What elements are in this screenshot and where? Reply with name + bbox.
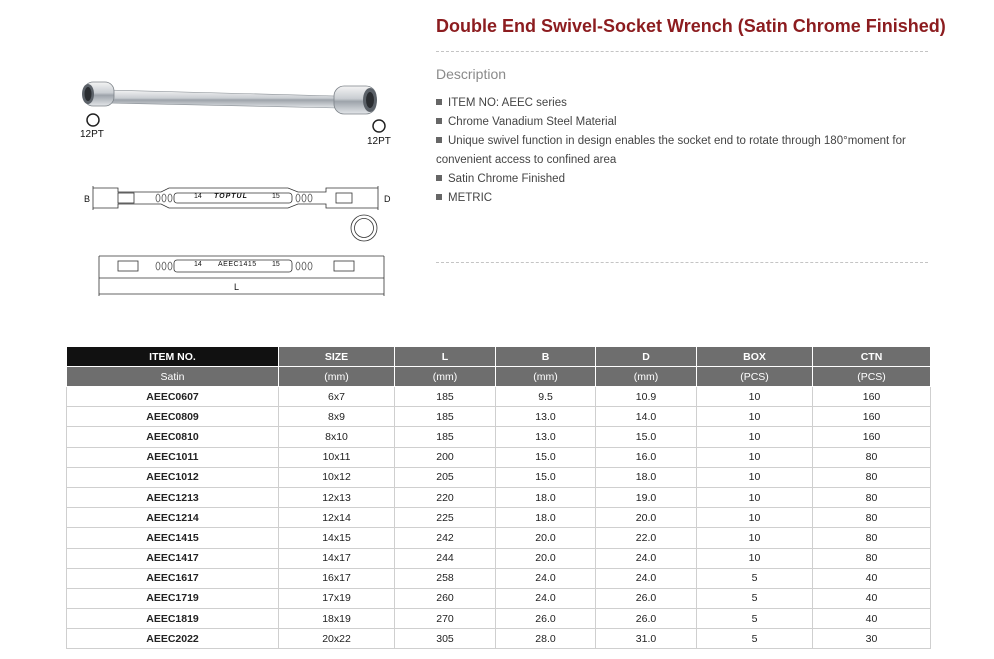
subheader-size-unit: (mm): [279, 367, 395, 387]
cell-b: 28.0: [496, 629, 596, 649]
cell-size: 17x19: [279, 588, 395, 608]
cell-size: 14x15: [279, 528, 395, 548]
cell-ctn: 160: [813, 427, 931, 447]
cell-size: 14x17: [279, 548, 395, 568]
cell-item-no: AEEC1415: [67, 528, 279, 548]
cell-size: 16x17: [279, 568, 395, 588]
cell-box: 10: [697, 508, 813, 528]
product-title: Double End Swivel-Socket Wrench (Satin Chrome Finished): [436, 16, 946, 36]
cell-item-no: AEEC1417: [67, 548, 279, 568]
twelve-point-left-icon: [87, 114, 99, 126]
cell-box: 10: [697, 467, 813, 487]
table-row: [67, 548, 931, 568]
table-row: [67, 447, 931, 467]
subheader-satin: Satin: [67, 367, 279, 387]
cell-item-no: AEEC1012: [67, 467, 279, 487]
engraved-size-left: 14: [194, 193, 202, 200]
cell-d: 22.0: [596, 528, 697, 548]
cell-length: 205: [395, 467, 496, 487]
table-row: [67, 467, 931, 487]
cell-b: 20.0: [496, 528, 596, 548]
cell-item-no: AEEC0810: [67, 427, 279, 447]
cell-size: 18x19: [279, 609, 395, 629]
subheader-l-unit: (mm): [395, 367, 496, 387]
cell-item-no: AEEC1617: [67, 568, 279, 588]
divider-bottom: [436, 262, 928, 263]
table-row: [67, 588, 931, 608]
cell-length: 200: [395, 447, 496, 467]
header-item-no: ITEM NO.: [67, 347, 279, 367]
cell-b: 18.0: [496, 508, 596, 528]
cell-b: 18.0: [496, 487, 596, 507]
table-row: [67, 427, 931, 447]
cell-d: 10.9: [596, 387, 697, 407]
table-row: [67, 568, 931, 588]
table-header-row: [67, 347, 931, 367]
product-image: [66, 60, 406, 310]
table-subheader-row: [67, 367, 931, 387]
cell-b: 13.0: [496, 427, 596, 447]
cell-size: 12x14: [279, 508, 395, 528]
cell-b: 20.0: [496, 548, 596, 568]
header-l: L: [395, 347, 496, 367]
cell-b: 15.0: [496, 467, 596, 487]
label-12pt-right: 12PT: [367, 136, 391, 147]
cell-d: 18.0: [596, 467, 697, 487]
cell-length: 244: [395, 548, 496, 568]
cell-ctn: 80: [813, 508, 931, 528]
subheader-b-unit: (mm): [496, 367, 596, 387]
cell-d: 19.0: [596, 487, 697, 507]
cell-size: 10x11: [279, 447, 395, 467]
cell-box: 5: [697, 609, 813, 629]
cell-size: 8x10: [279, 427, 395, 447]
twelve-point-right-icon: [373, 120, 385, 132]
cell-length: 242: [395, 528, 496, 548]
bullet-icon: [436, 99, 442, 105]
label-dim-d: D: [384, 194, 391, 204]
cell-d: 24.0: [596, 568, 697, 588]
spec-table: [66, 346, 931, 649]
cell-ctn: 160: [813, 407, 931, 427]
engraved-code: AEEC1415: [218, 261, 257, 268]
cell-ctn: 40: [813, 609, 931, 629]
cell-item-no: AEEC1011: [67, 447, 279, 467]
cell-length: 258: [395, 568, 496, 588]
table-row: [67, 609, 931, 629]
cell-ctn: 80: [813, 467, 931, 487]
cell-size: 12x13: [279, 487, 395, 507]
header-ctn: CTN: [813, 347, 931, 367]
cell-ctn: 80: [813, 548, 931, 568]
header-box: BOX: [697, 347, 813, 367]
cell-d: 14.0: [596, 407, 697, 427]
description-item: METRIC: [436, 189, 928, 208]
cell-b: 13.0: [496, 407, 596, 427]
cell-d: 31.0: [596, 629, 697, 649]
brand-mark: TOPTUL: [214, 193, 248, 200]
table-body: [67, 387, 931, 649]
cell-d: 15.0: [596, 427, 697, 447]
cell-ctn: 40: [813, 568, 931, 588]
cell-d: 26.0: [596, 609, 697, 629]
cell-item-no: AEEC0607: [67, 387, 279, 407]
subheader-d-unit: (mm): [596, 367, 697, 387]
cell-d: 20.0: [596, 508, 697, 528]
cell-b: 24.0: [496, 568, 596, 588]
table-row: [67, 487, 931, 507]
description-item: Chrome Vanadium Steel Material: [436, 113, 928, 132]
cell-b: 15.0: [496, 447, 596, 467]
cell-b: 9.5: [496, 387, 596, 407]
cell-b: 26.0: [496, 609, 596, 629]
engraved-size-left-2: 14: [194, 261, 202, 268]
table-row: [67, 629, 931, 649]
cell-d: 24.0: [596, 548, 697, 568]
table-row: [67, 508, 931, 528]
cell-ctn: 80: [813, 487, 931, 507]
cell-item-no: AEEC1214: [67, 508, 279, 528]
cell-size: 20x22: [279, 629, 395, 649]
divider-top: [436, 51, 928, 52]
header-size: SIZE: [279, 347, 395, 367]
engraved-size-right-2: 15: [272, 261, 280, 268]
cell-size: 8x9: [279, 407, 395, 427]
cell-ctn: 40: [813, 588, 931, 608]
description-item: ITEM NO: AEEC series: [436, 94, 928, 113]
cell-box: 10: [697, 447, 813, 467]
cell-ctn: 80: [813, 447, 931, 467]
engraved-size-right: 15: [272, 193, 280, 200]
cell-length: 185: [395, 427, 496, 447]
bullet-icon: [436, 118, 442, 124]
description-item: Unique swivel function in design enables the socket end to rotate through 180°moment for: [436, 132, 928, 151]
wrench-photo: [82, 82, 377, 114]
label-12pt-left: 12PT: [80, 129, 104, 140]
cell-item-no: AEEC1819: [67, 609, 279, 629]
cell-length: 185: [395, 407, 496, 427]
cell-length: 185: [395, 387, 496, 407]
description-item: Satin Chrome Finished: [436, 170, 928, 189]
cell-item-no: AEEC1719: [67, 588, 279, 608]
bullet-icon: [436, 194, 442, 200]
subheader-ctn-unit: (PCS): [813, 367, 931, 387]
cell-length: 260: [395, 588, 496, 608]
cell-d: 26.0: [596, 588, 697, 608]
cell-box: 10: [697, 387, 813, 407]
cell-item-no: AEEC0809: [67, 407, 279, 427]
cell-box: 5: [697, 629, 813, 649]
bullet-icon: [436, 137, 442, 143]
cell-ctn: 30: [813, 629, 931, 649]
cell-length: 305: [395, 629, 496, 649]
cell-b: 24.0: [496, 588, 596, 608]
bullet-icon: [436, 175, 442, 181]
header-b: B: [496, 347, 596, 367]
table-row: [67, 387, 931, 407]
cell-box: 5: [697, 568, 813, 588]
cell-ctn: 160: [813, 387, 931, 407]
cell-box: 10: [697, 427, 813, 447]
cell-d: 16.0: [596, 447, 697, 467]
wrench-illustration: [66, 60, 406, 310]
cell-size: 10x12: [279, 467, 395, 487]
description-list: [436, 94, 928, 208]
cell-box: 10: [697, 548, 813, 568]
cell-length: 270: [395, 609, 496, 629]
cell-item-no: AEEC1213: [67, 487, 279, 507]
cell-box: 10: [697, 407, 813, 427]
cell-item-no: AEEC2022: [67, 629, 279, 649]
table-row: [67, 528, 931, 548]
table-row: [67, 407, 931, 427]
cell-ctn: 80: [813, 528, 931, 548]
description-item-continued: convenient access to confined area: [436, 154, 617, 166]
cell-length: 225: [395, 508, 496, 528]
cell-box: 10: [697, 487, 813, 507]
description-heading: Description: [436, 66, 507, 82]
cell-size: 6x7: [279, 387, 395, 407]
cell-box: 10: [697, 528, 813, 548]
subheader-box-unit: (PCS): [697, 367, 813, 387]
cell-box: 5: [697, 588, 813, 608]
header-d: D: [596, 347, 697, 367]
label-dim-l: L: [234, 282, 240, 292]
label-dim-b: B: [84, 194, 91, 204]
cell-length: 220: [395, 487, 496, 507]
